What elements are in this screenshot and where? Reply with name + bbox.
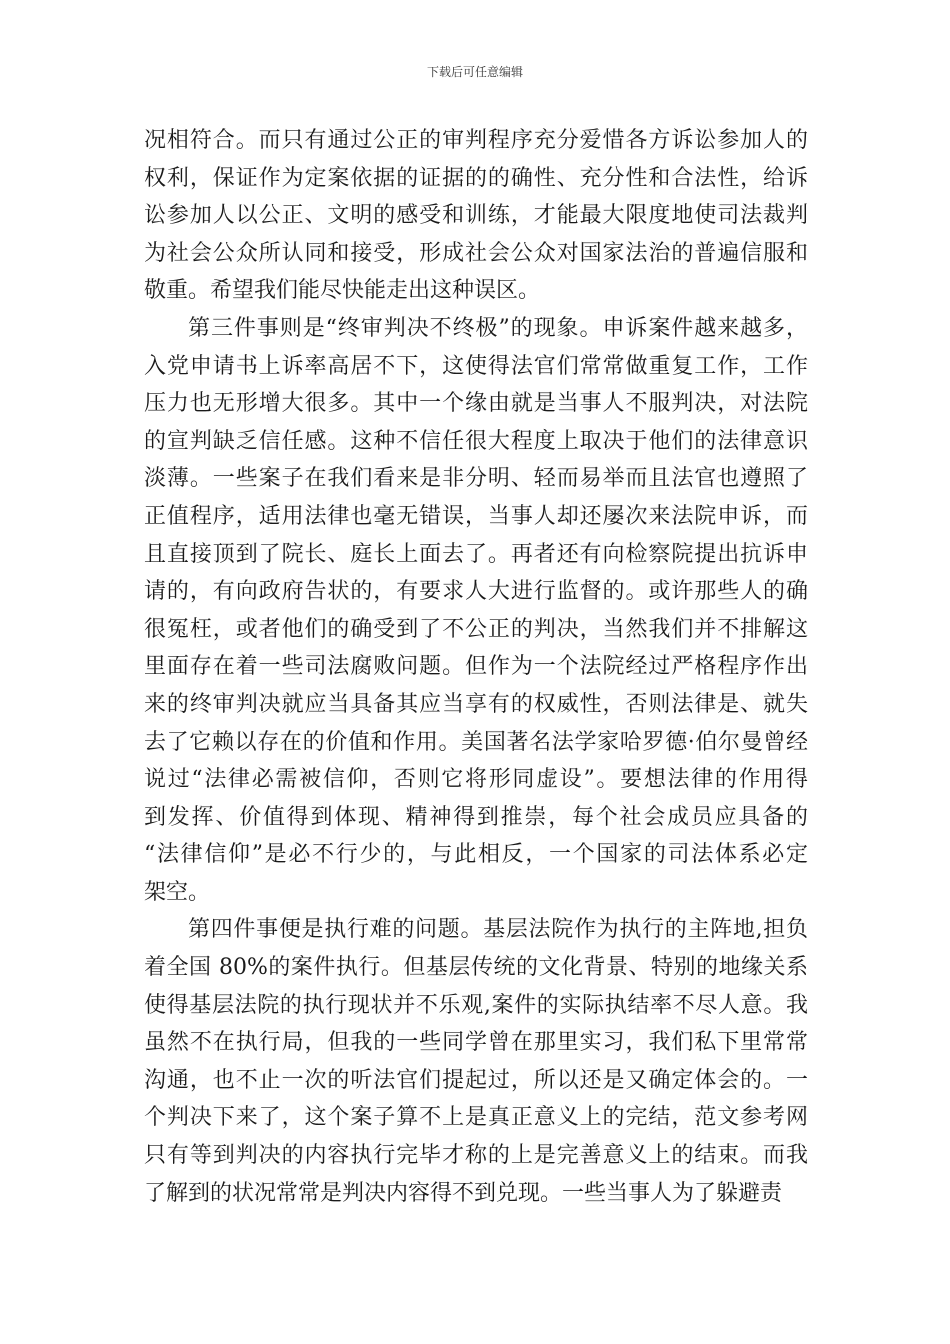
text-line: 入党申请书上诉率高居不下，这使得法官们常常做重复工作，工作: [144, 353, 808, 379]
paragraph: [144, 310, 808, 912]
document-body: [144, 122, 808, 1212]
text-line: 个判决下来了，这个案子算不上是真正意义上的完结，范文参考网: [144, 1105, 808, 1131]
text-line: 况相符合。而只有通过公正的审判程序充分爱惜各方诉讼参加人的: [144, 128, 808, 153]
text-line: 去了它赖以存在的价值和作用。美国著名法学家哈罗德·伯尔曼曾经: [144, 729, 808, 755]
text-line: 了解到的状况常常是判决内容得不到兑现。一些当事人为了躲避责: [144, 1180, 783, 1206]
text-line: 很冤枉，或者他们的确受到了不公正的判决，当然我们并不排解这: [144, 616, 808, 642]
text-line: 沟通，也不止一次的听法官们提起过，所以还是又确定体会的。一: [144, 1067, 808, 1093]
text-line: 为社会公众所认同和接受，形成社会公众对国家法治的普遍信服和: [144, 240, 808, 266]
text-line: 请的，有向政府告状的，有要求人大进行监督的。或许那些人的确: [144, 579, 808, 605]
text-line: 说过“法律必需被信仰，否则它将形同虚设”。要想法律的作用得: [144, 767, 808, 793]
text-line: 里面存在着一些司法腐败问题。但作为一个法院经过严格程序作出: [144, 654, 808, 680]
text-line: 架空。: [144, 879, 211, 905]
text-line: 虽然不在执行局，但我的一些同学曾在那里实习，我们私下里常常: [144, 1030, 808, 1056]
text-line: 的宣判缺乏信任感。这种不信任很大程度上取决于他们的法律意识: [144, 428, 808, 454]
text-line: 敬重。希望我们能尽快能走出这种误区。: [144, 278, 541, 304]
text-line: 着全国 80%的案件执行。但基层传统的文化背景、特别的地缘关系: [144, 955, 808, 981]
page-header: 下载后可任意编辑: [426, 65, 523, 79]
text-line: 权利，保证作为定案依据的证据的的确性、充分性和合法性，给诉: [144, 165, 808, 191]
text-line: 到发挥、价值得到体现、精神得到推崇，每个社会成员应具备的: [144, 804, 808, 830]
text-line: 且直接顶到了院长、庭长上面去了。再者还有向检察院提出抗诉申: [144, 541, 808, 567]
text-line: 讼参加人以公正、文明的感受和训练，才能最大限度地使司法裁判: [144, 203, 808, 229]
text-line: “法律信仰”是必不行少的，与此相反，一个国家的司法体系必定: [144, 842, 808, 868]
text-line: 第四件事便是执行难的问题。基层法院作为执行的主阵地,担负: [188, 917, 808, 943]
text-line: 来的终审判决就应当具备其应当享有的权威性，否则法律是、就失: [144, 691, 808, 717]
text-line: 使得基层法院的执行现状并不乐观,案件的实际执结率不尽人意。我: [144, 992, 808, 1018]
text-line: 压力也无形增大很多。其中一个缘由就是当事人不服判决，对法院: [144, 391, 808, 417]
text-line: 淡薄。一些案子在我们看来是非分明、轻而易举而且法官也遵照了: [144, 466, 808, 492]
paragraph: [144, 911, 808, 1212]
text-line: 只有等到判决的内容执行完毕才称的上是完善意义上的结束。而我: [144, 1143, 808, 1169]
text-line: 第三件事则是“终审判决不终极”的现象。申诉案件越来越多，: [188, 315, 808, 341]
text-line: 正值程序，适用法律也毫无错误，当事人却还屡次来法院申诉，而: [144, 503, 808, 529]
paragraph: [144, 122, 808, 310]
